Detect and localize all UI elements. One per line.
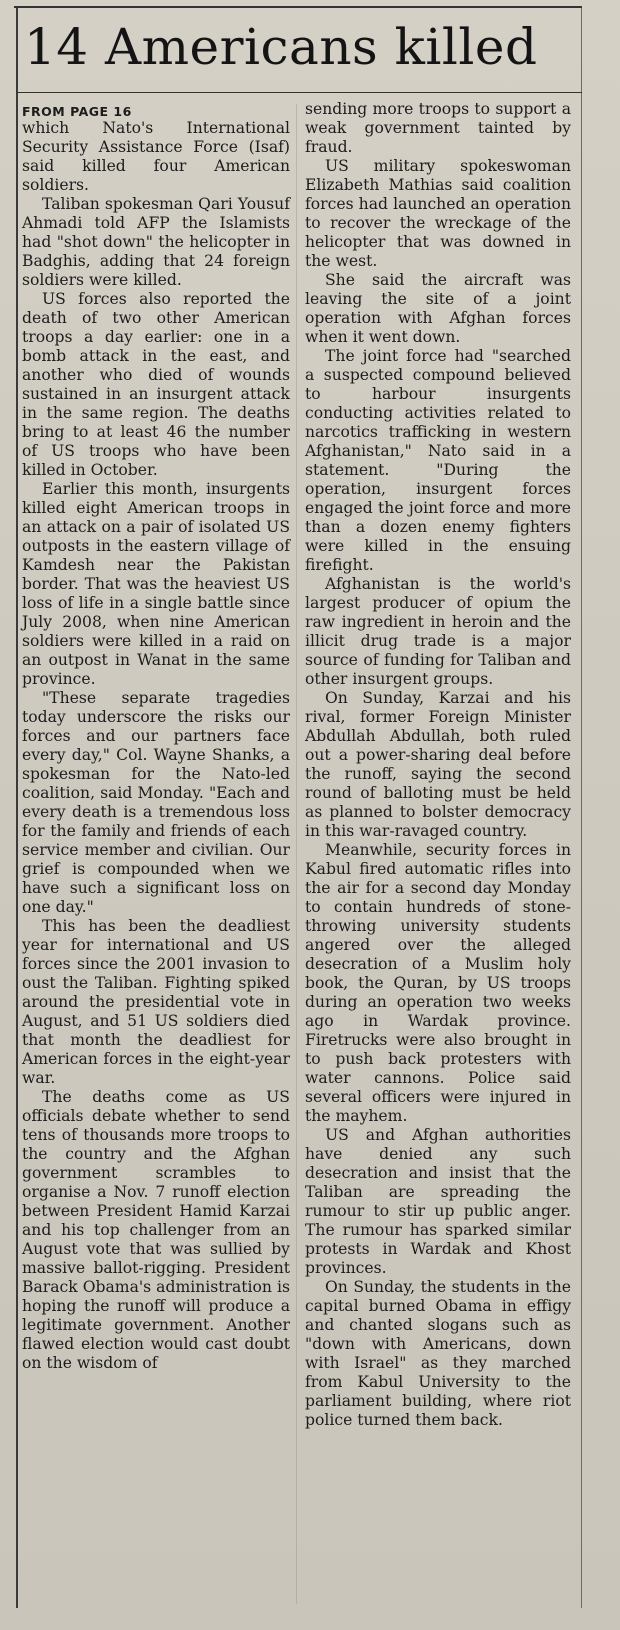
paragraph: The deaths come as US officials debate whether to send tens of thousands more troops to the country and the Afghan government scrambles to organise a Nov. 7 runoff election between President Hamid Karzai and his top challenger from an August vote that was sullied by massive ballot-rigging. President Barack Obama's administration is hoping the runoff will produce a legitimate government. Another flawed election would cast doubt on the wisdom of xyxy=(22,1088,290,1372)
paragraph: On Sunday, the students in the capital burned Obama in effigy and chanted slogans such as "down with Americans, down with Israel" as they marched from Kabul University to the parliament building, where riot police turned them back. xyxy=(305,1278,571,1429)
paragraph: Taliban spokesman Qari Yousuf Ahmadi told AFP the Islamists had "shot down" the helicopter in Badghis, adding that 24 foreign soldiers were killed. xyxy=(22,195,290,289)
paragraph: US and Afghan authorities have denied any such desecration and insist that the Taliban are spreading the rumour to stir up public anger. The rumour has sparked similar protests in Wardak and Khost provinces. xyxy=(305,1126,571,1277)
paragraph: US forces also reported the death of two other American troops a day earlier: one in a bomb attack in the east, and another who died of wounds sustained in an insurgent attack in the same region. The deaths bring to at least 46 the number of US troops who have been killed in October. xyxy=(22,290,290,479)
paragraph: On Sunday, Karzai and his rival, former Foreign Minister Abdullah Abdullah, both ruled out a power-sharing deal before the runoff, saying the second round of balloting must be held as planned to bolster democracy in this war-ravaged country. xyxy=(305,689,571,840)
headline-rule xyxy=(16,92,582,93)
paragraph: Meanwhile, security forces in Kabul fired automatic rifles into the air for a second day Monday to contain hundreds of stone-throwing university students angered over the alleged desecration of a Muslim holy book, the Quran, by US troops during an operation two weeks ago in Wardak province. Firetrucks were also brought in to push back protesters with water cannons. Police said several officers were injured in the mayhem. xyxy=(305,841,571,1125)
paragraph: "These separate tragedies today underscore the risks our forces and our partners face every day," Col. Wayne Shanks, a spokesman for the Nato-led coalition, said Monday. "Each and every death is a tremendous loss for the family and friends of each service member and civilian. Our grief is compounded when we have such a significant loss on one day." xyxy=(22,689,290,916)
paragraph: Earlier this month, insurgents killed eight American troops in an attack on a pair of isolated US outposts in the eastern village of Kamdesh near the Pakistan border. That was the heaviest US loss of life in a single battle since July 2008, when nine American soldiers were killed in a raid on an outpost in Wanat in the same province. xyxy=(22,480,290,688)
left-border-rule xyxy=(16,8,18,1608)
continuation-kicker: FROM PAGE 16 xyxy=(22,104,132,119)
right-border-rule xyxy=(581,8,582,1608)
paragraph: which Nato's International Security Assistance Force (Isaf) said killed four American soldiers. xyxy=(22,119,290,194)
column-divider xyxy=(296,104,297,1604)
article-column-left xyxy=(22,104,290,1373)
paragraph: Afghanistan is the world's largest producer of opium the raw ingredient in heroin and the illicit drug trade is a major source of funding for Taliban and other insurgent groups. xyxy=(305,575,571,688)
headline: 14 Americans killed xyxy=(24,18,538,76)
paragraph: The joint force had "searched a suspected compound believed to harbour insurgents conducting activities related to narcotics trafficking in western Afghanistan," Nato said in a statement. "During the operation, insurgent forces engaged the joint force and more than a dozen enemy fighters were killed in the ensuing firefight. xyxy=(305,347,571,574)
paragraph: sending more troops to support a weak government tainted by fraud. xyxy=(305,100,571,156)
article-column-right xyxy=(305,100,571,1430)
paragraph: She said the aircraft was leaving the site of a joint operation with Afghan forces when it went down. xyxy=(305,271,571,346)
paragraph: This has been the deadliest year for international and US forces since the 2001 invasion to oust the Taliban. Fighting spiked around the presidential vote in August, and 51 US soldiers died that month the deadliest for American forces in the eight-year war. xyxy=(22,917,290,1087)
paragraph: US military spokeswoman Elizabeth Mathias said coalition forces had launched an operation to recover the wreckage of the helicopter that was downed in the west. xyxy=(305,157,571,270)
top-rule xyxy=(14,6,582,8)
